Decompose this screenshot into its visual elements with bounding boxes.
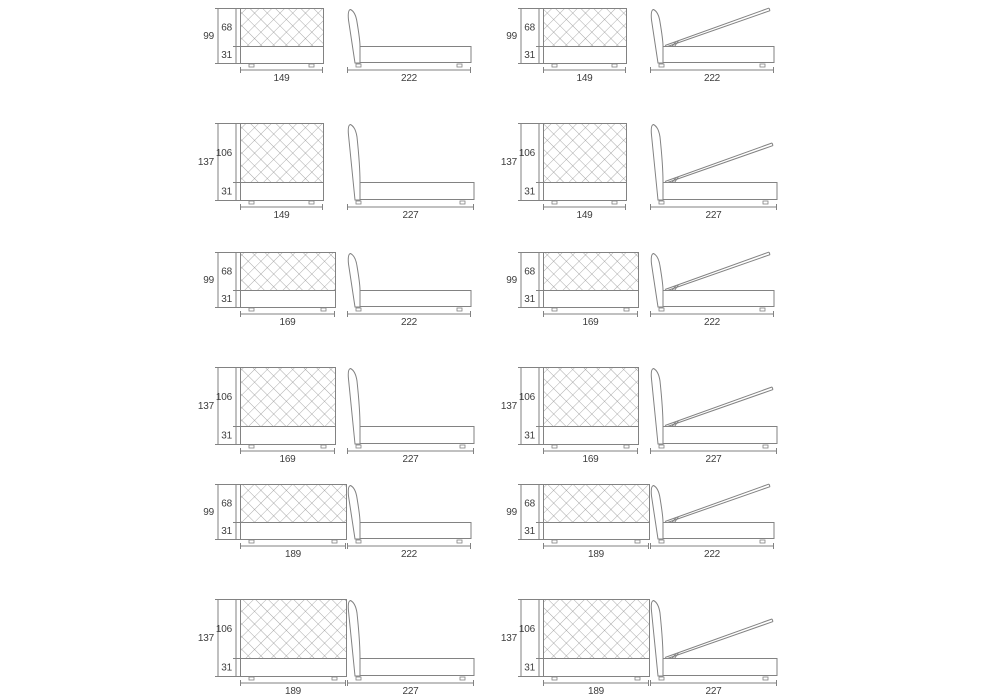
dim-label-headboard-height: 106 — [518, 624, 535, 635]
bed-base-profile — [663, 523, 774, 539]
dim-label-base-height: 31 — [524, 430, 535, 442]
bed-front-view — [543, 9, 627, 68]
depth-dimension — [650, 311, 774, 328]
lift-platform-edge — [769, 252, 770, 255]
depth-dimension — [650, 448, 777, 465]
dim-label-base-height: 31 — [524, 526, 535, 537]
bed-foot — [635, 677, 640, 680]
lift-platform-edge — [769, 484, 770, 487]
dim-label-total-height: 137 — [197, 633, 214, 644]
depth-dimension — [347, 543, 471, 560]
height-dimensions — [506, 252, 543, 308]
dim-label-headboard-height: 106 — [518, 392, 535, 403]
dim-label-depth: 227 — [705, 454, 722, 465]
storage-lift-mechanism — [665, 484, 770, 522]
lift-platform-top — [665, 8, 769, 45]
depth-dimension — [347, 680, 474, 697]
headboard-profile — [651, 486, 663, 540]
dim-label-width: 169 — [279, 317, 296, 328]
quilted-headboard — [241, 368, 335, 426]
depth-dimension — [347, 448, 474, 465]
dim-label-headboard-height: 68 — [221, 498, 232, 510]
dim-label-width: 189 — [587, 686, 605, 697]
bed-foot — [249, 64, 254, 67]
storage-lift-mechanism — [665, 252, 770, 290]
quilted-headboard — [544, 9, 626, 46]
dim-label-width: 189 — [284, 549, 302, 560]
bed-foot — [457, 308, 462, 311]
dim-label-total-height: 99 — [506, 507, 517, 518]
bed-side-view-storage-open — [651, 484, 774, 543]
dim-label-headboard-height: 106 — [215, 148, 232, 159]
width-dimension — [543, 680, 649, 697]
bed-foot — [457, 540, 462, 543]
dim-label-depth: 222 — [703, 73, 721, 84]
bed-foot — [309, 201, 314, 204]
dim-label-total-height: 99 — [506, 275, 517, 286]
figure-group-row6-storage-open — [501, 599, 777, 697]
bed-foot — [552, 308, 557, 311]
bed-front-view — [240, 368, 336, 449]
bed-side-view — [348, 486, 471, 544]
lift-platform-bottom — [668, 487, 771, 523]
dim-label-width: 169 — [279, 454, 296, 465]
bed-foot — [457, 64, 462, 67]
storage-lift-mechanism — [665, 619, 773, 659]
figure-group-row2-standard — [198, 123, 474, 221]
bed-foot — [460, 445, 465, 448]
quilted-headboard — [544, 485, 649, 522]
bed-foot — [659, 677, 664, 680]
dim-label-base-height: 31 — [221, 662, 232, 674]
lift-platform-top — [665, 387, 772, 426]
dim-label-total-height: 99 — [203, 507, 214, 518]
bed-foot — [552, 445, 557, 448]
dim-label-depth: 227 — [705, 686, 722, 697]
figure-group-row5-storage-open — [506, 484, 774, 560]
bed-foot — [356, 445, 361, 448]
headboard-profile — [651, 254, 663, 308]
depth-dimension — [650, 680, 777, 697]
dim-label-depth: 227 — [705, 210, 722, 221]
bed-front-view — [543, 485, 650, 544]
bed-base-profile — [360, 183, 474, 200]
dim-label-base-height: 31 — [524, 294, 535, 305]
quilted-headboard — [544, 368, 638, 426]
bed-side-view — [348, 601, 474, 681]
bed-foot — [356, 201, 361, 204]
headboard-profile — [348, 486, 360, 540]
dim-label-total-height: 99 — [506, 31, 517, 42]
figure-group-row5-standard — [203, 484, 471, 560]
dim-label-headboard-height: 106 — [215, 624, 232, 635]
headboard-profile — [651, 601, 663, 677]
dim-label-depth: 227 — [402, 210, 419, 221]
bed-foot — [249, 308, 254, 311]
bed-foot — [356, 540, 361, 543]
quilted-headboard — [241, 485, 346, 522]
dim-label-headboard-height: 68 — [524, 266, 535, 278]
storage-lift-mechanism — [665, 387, 773, 427]
bed-base-profile — [360, 427, 474, 444]
headboard-profile — [348, 601, 360, 677]
dim-label-depth: 222 — [400, 73, 418, 84]
width-dimension — [240, 543, 346, 560]
dim-label-base-height: 31 — [221, 294, 232, 305]
quilted-headboard — [544, 600, 649, 658]
bed-foot — [763, 677, 768, 680]
lift-platform-bottom — [668, 255, 771, 291]
bed-foot — [624, 308, 629, 311]
width-dimension — [543, 311, 638, 328]
figure-group-row6-standard — [198, 599, 474, 697]
bed-side-view-storage-open — [651, 601, 777, 681]
headboard-profile — [651, 125, 663, 201]
bed-foot — [552, 677, 557, 680]
bed-base-profile — [360, 291, 471, 307]
bed-foot — [460, 201, 465, 204]
bed-foot — [763, 201, 768, 204]
quilted-headboard — [241, 253, 335, 290]
lift-platform-edge — [769, 8, 770, 11]
lift-platform-edge — [772, 387, 773, 390]
headboard-profile — [651, 369, 663, 445]
dim-label-total-height: 137 — [500, 633, 517, 644]
bed-side-view — [348, 10, 471, 68]
figure-group-row1-standard — [203, 8, 471, 84]
dim-label-width: 169 — [582, 317, 599, 328]
bed-base-profile — [663, 47, 774, 63]
dim-label-depth: 222 — [703, 317, 721, 328]
depth-dimension — [347, 204, 474, 221]
dim-label-depth: 227 — [402, 454, 419, 465]
quilted-headboard — [241, 600, 346, 658]
dim-label-base-height: 31 — [524, 662, 535, 674]
bed-base-profile — [663, 183, 777, 200]
dim-label-headboard-height: 68 — [524, 22, 535, 34]
dim-label-base-height: 31 — [221, 186, 232, 198]
dim-label-depth: 222 — [400, 549, 418, 560]
dim-label-width: 149 — [576, 210, 593, 221]
width-dimension — [543, 448, 638, 465]
width-dimension — [240, 448, 335, 465]
bed-foot — [659, 445, 664, 448]
bed-foot — [332, 540, 337, 543]
quilted-headboard — [241, 124, 323, 182]
storage-lift-mechanism — [665, 8, 770, 46]
lift-platform-bottom — [668, 390, 774, 427]
bed-foot — [552, 64, 557, 67]
bed-base-profile — [663, 291, 774, 307]
bed-front-view — [543, 124, 627, 205]
width-dimension — [240, 311, 335, 328]
quilted-headboard — [544, 124, 626, 182]
dim-label-width: 149 — [273, 73, 290, 84]
dim-label-headboard-height: 68 — [524, 498, 535, 510]
dim-label-width: 149 — [273, 210, 290, 221]
lift-platform-top — [665, 252, 769, 289]
height-dimensions — [198, 367, 240, 445]
bed-base-profile — [360, 659, 474, 676]
figure-group-row1-storage-open — [506, 8, 774, 84]
bed-side-view — [348, 125, 474, 205]
headboard-profile — [348, 10, 360, 64]
bed-base-profile — [360, 47, 471, 63]
figure-group-row4-standard — [198, 367, 474, 465]
width-dimension — [240, 204, 323, 221]
quilted-headboard — [241, 9, 323, 46]
height-dimensions — [501, 367, 543, 445]
quilted-headboard — [544, 253, 638, 290]
headboard-profile — [348, 125, 360, 201]
lift-platform-edge — [772, 143, 773, 146]
figure-group-row3-storage-open — [506, 252, 774, 328]
bed-foot — [612, 64, 617, 67]
bed-foot — [356, 64, 361, 67]
bed-foot — [760, 540, 765, 543]
depth-dimension — [650, 204, 777, 221]
dim-label-width: 169 — [582, 454, 599, 465]
bed-front-view — [543, 253, 639, 312]
bed-foot — [321, 445, 326, 448]
figure-group-row2-storage-open — [501, 123, 777, 221]
width-dimension — [240, 680, 346, 697]
bed-front-view — [240, 9, 324, 68]
bed-foot — [356, 308, 361, 311]
dim-label-headboard-height: 68 — [221, 266, 232, 278]
bed-foot — [635, 540, 640, 543]
headboard-profile — [651, 10, 663, 64]
bed-foot — [763, 445, 768, 448]
bed-front-view — [240, 485, 347, 544]
bed-base-profile — [663, 659, 777, 676]
dim-label-base-height: 31 — [221, 430, 232, 442]
height-dimensions — [501, 599, 543, 677]
dim-label-base-height: 31 — [221, 526, 232, 537]
width-dimension — [543, 543, 649, 560]
bed-side-view — [348, 369, 474, 449]
dim-label-headboard-height: 106 — [518, 148, 535, 159]
bed-side-view-storage-open — [651, 125, 777, 205]
dim-label-depth: 227 — [402, 686, 419, 697]
bed-foot — [659, 540, 664, 543]
lift-platform-edge — [772, 619, 773, 622]
height-dimensions — [198, 599, 240, 677]
bed-foot — [309, 64, 314, 67]
height-dimensions — [506, 8, 543, 64]
figure-group-row3-standard — [203, 252, 471, 328]
height-dimensions — [501, 123, 543, 201]
dim-label-base-height: 31 — [524, 186, 535, 198]
height-dimensions — [198, 123, 240, 201]
bed-foot — [760, 64, 765, 67]
dim-label-depth: 222 — [400, 317, 418, 328]
dim-label-width: 189 — [284, 686, 302, 697]
depth-dimension — [347, 311, 471, 328]
bed-foot — [249, 201, 254, 204]
bed-front-view — [543, 368, 639, 449]
height-dimensions — [203, 8, 240, 64]
dim-label-depth: 222 — [703, 549, 721, 560]
bed-front-view — [240, 253, 336, 312]
dim-label-width: 189 — [587, 549, 605, 560]
bed-foot — [659, 64, 664, 67]
bed-front-view — [543, 600, 650, 681]
bed-foot — [249, 445, 254, 448]
bed-base-profile — [663, 427, 777, 444]
lift-platform-bottom — [668, 11, 771, 47]
dim-label-total-height: 99 — [203, 31, 214, 42]
dim-label-headboard-height: 68 — [221, 22, 232, 34]
dim-label-total-height: 137 — [197, 401, 214, 412]
dim-label-base-height: 31 — [524, 50, 535, 61]
width-dimension — [543, 67, 626, 84]
bed-foot — [612, 201, 617, 204]
bed-foot — [321, 308, 326, 311]
bed-foot — [356, 677, 361, 680]
bed-side-view-storage-open — [651, 252, 774, 311]
bed-foot — [659, 308, 664, 311]
headboard-profile — [348, 254, 360, 308]
lift-platform-top — [665, 484, 769, 521]
height-dimensions — [506, 484, 543, 540]
bed-front-view — [240, 124, 324, 205]
bed-foot — [249, 677, 254, 680]
figure-group-row4-storage-open — [501, 367, 777, 465]
bed-foot — [460, 677, 465, 680]
height-dimensions — [203, 252, 240, 308]
bed-foot — [624, 445, 629, 448]
bed-side-view — [348, 254, 471, 312]
bed-front-view — [240, 600, 347, 681]
width-dimension — [240, 67, 323, 84]
dim-label-total-height: 137 — [500, 157, 517, 168]
storage-lift-mechanism — [665, 143, 773, 183]
bed-base-profile — [360, 523, 471, 539]
dim-label-total-height: 137 — [500, 401, 517, 412]
lift-platform-top — [665, 619, 772, 658]
depth-dimension — [650, 67, 774, 84]
dim-label-width: 149 — [576, 73, 593, 84]
depth-dimension — [347, 67, 471, 84]
width-dimension — [543, 204, 626, 221]
dim-label-headboard-height: 106 — [215, 392, 232, 403]
bed-side-view-storage-open — [651, 8, 774, 67]
dim-label-total-height: 137 — [197, 157, 214, 168]
depth-dimension — [650, 543, 774, 560]
lift-platform-top — [665, 143, 772, 182]
lift-platform-bottom — [668, 146, 774, 183]
lift-platform-bottom — [668, 622, 774, 659]
bed-foot — [552, 540, 557, 543]
headboard-profile — [348, 369, 360, 445]
dim-label-base-height: 31 — [221, 50, 232, 61]
bed-foot — [249, 540, 254, 543]
bed-foot — [659, 201, 664, 204]
bed-foot — [332, 677, 337, 680]
dim-label-total-height: 99 — [203, 275, 214, 286]
bed-foot — [760, 308, 765, 311]
bed-foot — [552, 201, 557, 204]
height-dimensions — [203, 484, 240, 540]
bed-side-view-storage-open — [651, 369, 777, 449]
